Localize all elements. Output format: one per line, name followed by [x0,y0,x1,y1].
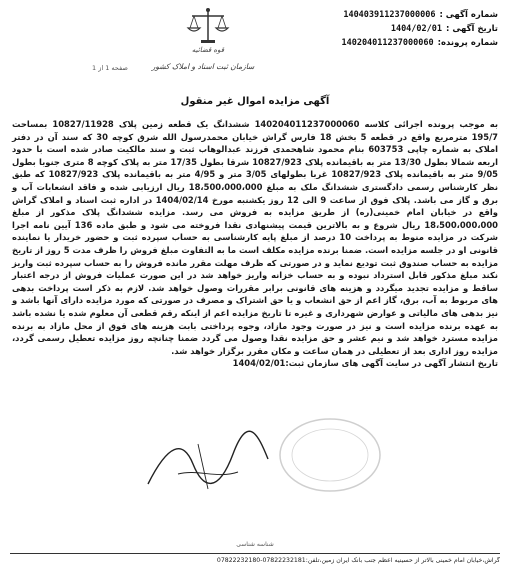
official-stamp [270,410,390,500]
notice-date: 1404/02/01 [390,24,443,34]
footer-address: گراش،خیابان امام خمینی بالاتر از حسینیه اعظم جنب بانک ایران زمین،تلفن:07822232181-07822232180 [216,557,500,564]
scales-of-justice-icon [168,6,248,46]
page-number: صفحه 1 از 1 [92,64,128,72]
notice-date-label: تاریخ آگهی : [446,24,498,34]
case-number-label: شماره پرونده: [437,38,498,48]
org-name: سازمان ثبت اسناد و املاک کشور [151,62,255,71]
judiciary-label: قوه قضائیه [191,46,225,54]
notice-body [12,118,498,370]
notice-number: 140403911237000006 [343,10,436,20]
notice-number-label: شماره آگهی : [439,10,498,20]
case-number-row [248,36,498,50]
footer-divider [10,553,500,554]
notice-title: آگهی مزایده اموال غیر منقول [180,96,330,107]
case-number: 140204011237000060 [341,38,434,48]
publish-date-line: تاریخ انتشار آگهی در سایت آگهی های سازمان ثبت:1404/02/01 [232,358,498,369]
notice-meta [248,8,498,50]
notice-number-row [248,8,498,22]
notice-body-paragraph: به موجب پرونده اجرائی کلاسه 140204011237000060 ششدانگ یک قطعه زمین پلاک 10827/11928 بمساحت 195/7 مترمربع واقع در قطعه 5 بخش 18 فارس گراش خیابان محمدرسول الله شرق کوچه 30 که سند آن در دفتر املاک به شماره چاپی 603753 بنام محمود شاهحمدی فرزند عبدالوهاب ثبت و سند مالکیت صادر شده است با حدود اربعه شمالا بطول 13/30 متر به باقیمانده پلاک 10827/923 شرقا بطول 17/35 متر به پلاک کوچه 8 متری جنوبا بطول 9/05 متر به باقیمانده پلاک 10827/923 غربا بطولهای 3/05 متر و 4/95 متر به باقیمانده پلاک 10827/923 که طبق نظر کارشناس رسمی دادگستری ششدانگ ملک به مبلغ 18،500،000،000 ریال ارزیابی شده و فاقد انشعابات آب و برق و گاز می باشد. پلاک فوق از ساعت 9 الی 12 روز یکشنبه مورخ 1404/02/14 در اداره ثبت اسناد و املاک گراش واقع در خیابان امام خمینی(ره) از طریق مزایده به فروش می رسد. مزایده ششدانگ پلاک مذکور از مبلغ 18،500،000،000 ریال شروع و به بالاترین قیمت پیشنهادی نقدا فروخته می شود و طبق ماده 136 آیین نامه اجرا شرکت در مزایده منوط به پرداخت 10 درصد از مبلغ پایه کارشناسی به حساب سپرده ثبت و حضور خریدار یا نماینده قانونی او در جلسه مزایده است. ضمنا برنده مزایده مکلف است ما به التفاوت مبلغ فروش را ظرف مدت 5 روز از تاریخ مزایده به حساب صندوق ثبت تودیع نماید و در صورتی که ظرف مهلت مقرر مانده فروش را به حساب سپرده ثبت واریز نکند مبلغ مذکور قابل استرداد نبوده و به حساب خزانه واریز خواهد شد در این صورت عملیات فروش از درجه اعتبار ساقط و مزایده تجدید میگردد و هزینه های قانونی برابر مقررات وصول خواهد شد. لازم به ذکر است پرداخت بدهی های مربوط به آب، برق، گاز اعم از حق انشعاب و یا حق اشتراک و مصرف در صورتی که مورد مزایده دارای آنها باشد و نیز بدهی های مالیاتی و عوارض شهرداری و غیره تا تاریخ مزایده اعم از اینکه رقم قطعی آن معلوم شده یا نشده باشد به عهده برنده مزایده است و نیز در صورت وجود مازاد، وجوه پرداختی بابت هزینه های فوق از محل مازاد به برنده مزایده مسترد خواهد شد و نیم عشر و حق مزایده نقدا وصول می گردد ضمنا چنانچه روز مزایده تعطیل رسمی گردد، مزایده روز اداری بعد از تعطیلی در همان ساعت و مکان مقرر برگزار خواهد شد. [12,119,499,356]
judiciary-emblem-block [168,6,248,54]
footer-sign-label: شناسه شناسی [236,541,274,548]
handwritten-signature [138,424,278,504]
notice-date-row [248,22,498,36]
